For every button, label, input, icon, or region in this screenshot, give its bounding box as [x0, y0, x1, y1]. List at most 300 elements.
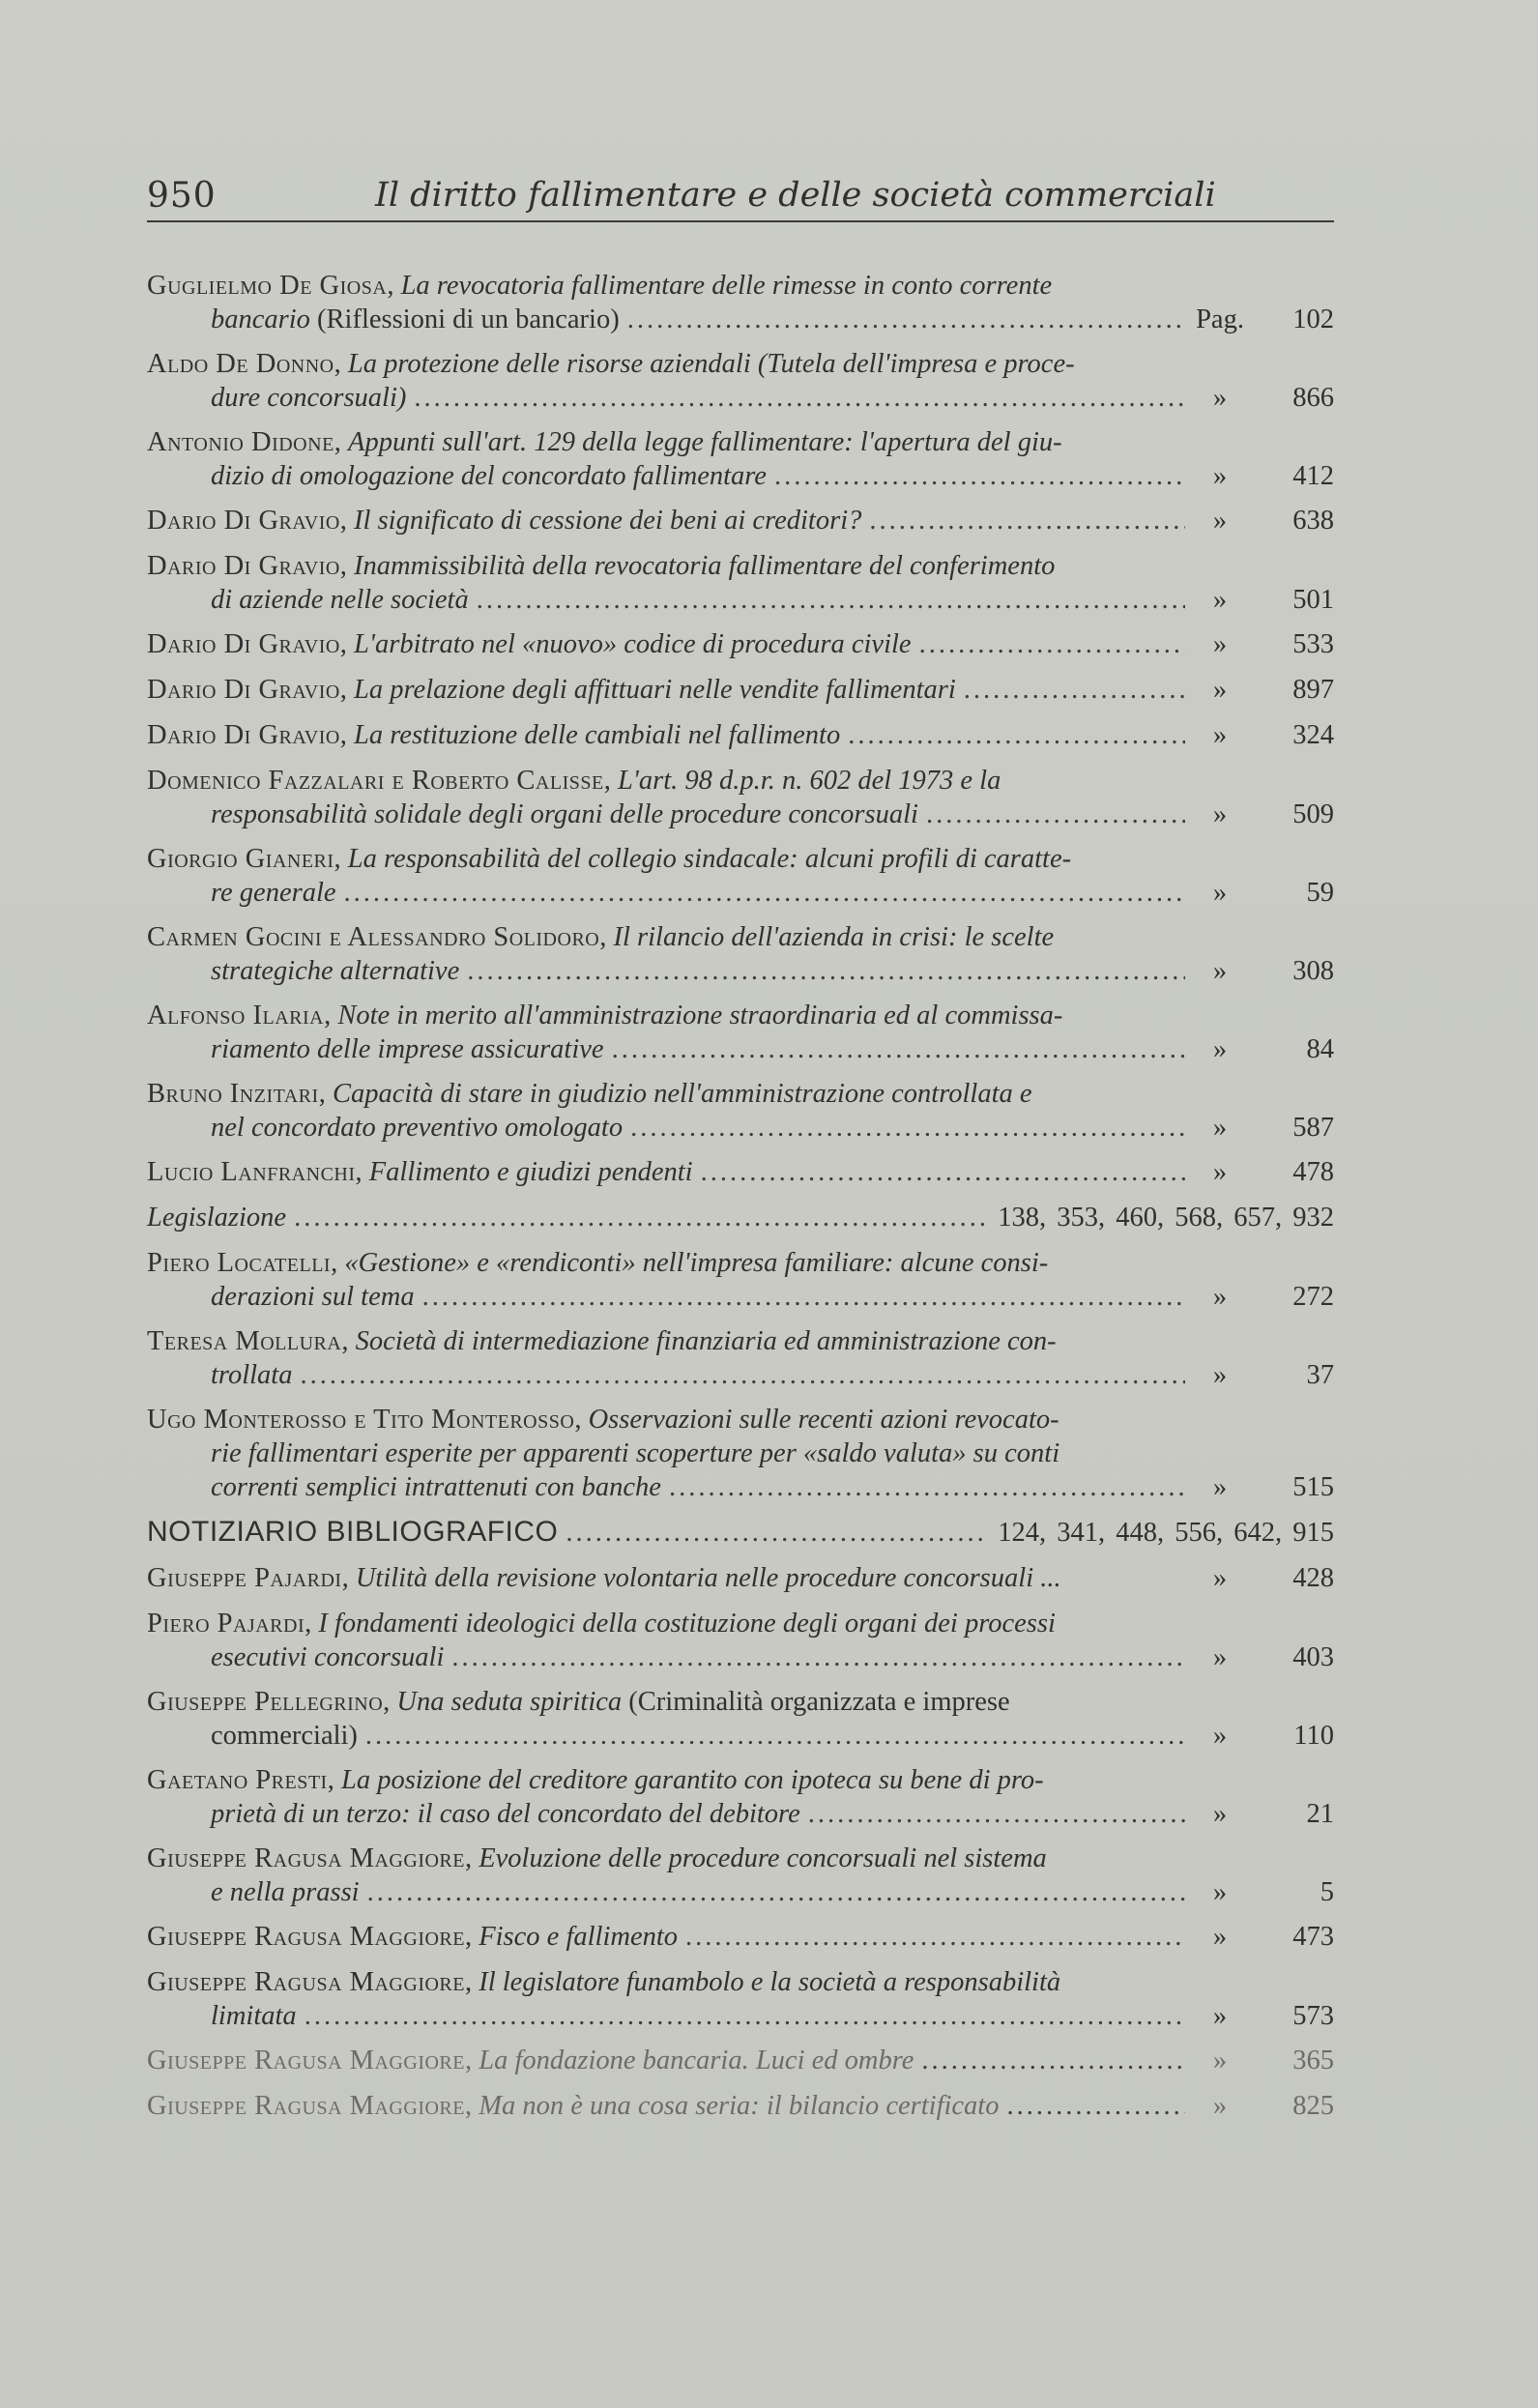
page-reference: 587 [1292, 1113, 1334, 1143]
separator: , [334, 349, 348, 379]
page-marker: » [1212, 878, 1228, 908]
author-name: Antonio Didone [147, 427, 334, 457]
toc-entry [147, 1077, 1334, 1145]
entry-line [147, 1719, 1191, 1753]
separator: , [339, 506, 355, 536]
entry-text [147, 920, 1191, 988]
author-name: Giuseppe Pellegrino [147, 1687, 384, 1717]
page-marker: » [1212, 506, 1228, 536]
author-name: Giuseppe Ragusa Maggiore [147, 1967, 465, 1997]
entry-line [147, 1797, 1191, 1831]
toc-entry [147, 1403, 1334, 1504]
page-reference: 37 [1306, 1360, 1334, 1390]
entry-line [147, 1111, 1191, 1145]
entry-line [147, 1436, 1191, 1470]
author-name: Bruno Inzitari [147, 1079, 319, 1109]
dot-leader [919, 627, 1185, 661]
toc-entry [147, 1685, 1334, 1753]
entry-line-text [147, 2044, 914, 2077]
entry-line [147, 381, 1191, 415]
page-reference: 102 [1292, 305, 1334, 334]
toc-line [147, 1515, 1334, 1550]
dot-leader [1006, 2089, 1185, 2123]
article-title: rie fallimentari esperite per apparenti scoperture per «saldo valuta» su conti [211, 1438, 1060, 1468]
entry-line-text [211, 1999, 297, 2033]
entry-text [147, 1685, 1191, 1753]
table-of-contents [147, 269, 1334, 2134]
article-title: Società di intermediazione finanziaria ed amministrazione con- [355, 1326, 1057, 1356]
entry-line-text [147, 718, 840, 752]
page-reference: 473 [1292, 1922, 1334, 1952]
dot-leader [300, 1358, 1185, 1392]
entry-text [147, 627, 1191, 661]
entry-text [147, 425, 1191, 493]
article-title: La restituzione delle cambiali nel fallimento [354, 720, 841, 750]
entry-line [147, 1032, 1191, 1066]
entry-line-text [211, 1719, 358, 1753]
page-reference: 478 [1292, 1157, 1334, 1187]
dot-leader [848, 718, 1185, 752]
article-title: limitata [211, 2001, 297, 2031]
dot-leader [921, 2044, 1185, 2077]
article-title: La fondazione bancaria. Luci ed ombre [479, 2045, 914, 2075]
separator: , [464, 1843, 479, 1873]
separator: , [339, 629, 355, 659]
entry-line [147, 1999, 1191, 2033]
author-name: Dario Di Gravio [147, 506, 340, 536]
separator: , [305, 1609, 319, 1639]
entry-line-text [211, 954, 459, 988]
article-title: dure concorsuali) [211, 383, 407, 413]
entry-line [147, 1842, 1191, 1875]
toc-entry [147, 1561, 1334, 1595]
page-marker: » [1212, 1877, 1228, 1907]
separator: , [339, 551, 355, 581]
page-marker: » [1212, 1922, 1228, 1952]
entry-line-text [147, 504, 861, 537]
page-marker: » [1212, 1113, 1228, 1143]
entry-line [147, 1324, 1191, 1358]
entry-line [147, 1246, 1191, 1280]
article-title: Note in merito all'amministrazione straordinaria ed al commissa- [337, 1001, 1063, 1030]
entry-line [147, 459, 1191, 493]
author-name: Teresa Mollura [147, 1326, 342, 1356]
article-title: re generale [211, 878, 336, 908]
entry-text [147, 549, 1191, 617]
page-marker: » [1212, 1642, 1228, 1672]
article-title: Appunti sull'art. 129 della legge fallimentare: l'apertura del giu- [348, 427, 1062, 457]
toc-entry-wide [147, 1201, 1334, 1234]
page-reference: 533 [1292, 629, 1334, 659]
separator: , [331, 1248, 345, 1278]
entry-line [147, 673, 1191, 707]
page-reference: 365 [1292, 2045, 1334, 2075]
title-note: (Criminalità organizzata e imprese [622, 1687, 1010, 1717]
author-name: Ugo Monterosso e Tito Monterosso [147, 1405, 575, 1435]
article-title: La revocatoria fallimentare delle rimesse in conto corrente [400, 271, 1053, 301]
separator: , [464, 1967, 479, 1997]
page-reference: 412 [1292, 461, 1334, 491]
entry-line [147, 718, 1191, 752]
entry-text [147, 718, 1191, 752]
entry-line [147, 1875, 1191, 1909]
separator: , [339, 720, 355, 750]
entry-text [147, 1077, 1191, 1145]
entry-text [147, 1246, 1191, 1314]
author-name: Alfonso Ilaria [147, 1001, 325, 1030]
article-title: I fondamenti ideologici della costituzione degli organi dei processi [318, 1609, 1056, 1639]
separator: , [339, 675, 355, 705]
entry-line-text [211, 1470, 661, 1504]
toc-entry [147, 1965, 1334, 2033]
article-title: Una seduta spiritica [396, 1687, 623, 1717]
separator: , [318, 1079, 333, 1109]
article-title: Il significato di cessione dei beni ai creditori? [354, 506, 862, 536]
entry-line [147, 627, 1191, 661]
article-title: Ma non è una cosa seria: il bilancio certificato [479, 2091, 1000, 2121]
author-name: Gaetano Presti [147, 1765, 328, 1795]
page-reference: 403 [1292, 1642, 1334, 1672]
page-marker: » [1212, 1360, 1228, 1390]
author-name: Giuseppe Ragusa Maggiore [147, 2091, 465, 2121]
page-reference: 638 [1292, 506, 1334, 536]
entry-line [147, 269, 1191, 303]
page-reference: 573 [1292, 2001, 1334, 2031]
page-reference: 308 [1292, 956, 1334, 986]
page-reference: 21 [1306, 1799, 1334, 1829]
entry-line [147, 1920, 1191, 1954]
dot-leader [774, 459, 1185, 493]
dot-leader [630, 1111, 1185, 1145]
article-title: Osservazioni sulle recenti azioni revocato- [588, 1405, 1059, 1435]
entry-text [147, 1324, 1191, 1392]
page-reference: 272 [1292, 1282, 1334, 1312]
entry-line-text [211, 1280, 415, 1314]
entry-line [147, 583, 1191, 617]
dot-leader [414, 381, 1185, 415]
page-marker: » [1212, 799, 1228, 829]
author-name: Giuseppe Ragusa Maggiore [147, 2045, 465, 2075]
article-title: strategiche alternative [211, 956, 460, 986]
article-title: L'arbitrato nel «nuovo» codice di procedura civile [354, 629, 912, 659]
entry-text [147, 999, 1191, 1066]
page-reference: 110 [1293, 1721, 1334, 1751]
dot-leader [451, 1640, 1185, 1674]
page-marker: » [1212, 2091, 1228, 2121]
toc-entry [147, 627, 1334, 661]
entry-line [147, 1280, 1191, 1314]
entry-line-text [147, 1920, 678, 1954]
page-marker: » [1212, 2001, 1228, 2031]
toc-entry [147, 504, 1334, 537]
toc-entry [147, 1607, 1334, 1674]
dot-leader [627, 303, 1185, 336]
entry-line [147, 504, 1191, 537]
page-number: 950 [147, 176, 217, 216]
entry-line-text [211, 798, 918, 831]
author-name: Dario Di Gravio [147, 675, 340, 705]
page-marker: » [1212, 675, 1228, 705]
page-reference: 866 [1292, 383, 1334, 413]
dot-leader [685, 1920, 1185, 1954]
page-marker: » [1212, 1472, 1228, 1502]
article-title: Fisco e fallimento [479, 1922, 679, 1952]
toc-entry [147, 549, 1334, 617]
entry-text [147, 1155, 1191, 1189]
entry-text [147, 1920, 1191, 1954]
article-title: dizio di omologazione del concordato fallimentare [211, 461, 767, 491]
page-marker: » [1212, 383, 1228, 413]
article-title: Inammissibilità della revocatoria fallimentare del conferimento [354, 551, 1056, 581]
entry-text [147, 504, 1191, 537]
entry-text [147, 1842, 1191, 1909]
entry-line [147, 1607, 1191, 1640]
entry-line-text [211, 1640, 444, 1674]
page-reference: 324 [1292, 720, 1334, 750]
article-title: «Gestione» e «rendiconti» nell'impresa familiare: alcune consi- [344, 1248, 1049, 1278]
entry-line [147, 347, 1191, 381]
article-title: e nella prassi [211, 1877, 360, 1907]
toc-entry [147, 764, 1334, 831]
entry-line [147, 764, 1191, 798]
entry-text [147, 1403, 1191, 1504]
dot-leader [467, 954, 1185, 988]
toc-entry [147, 269, 1334, 336]
entry-line [147, 549, 1191, 583]
toc-entry [147, 347, 1334, 415]
toc-entry [147, 1246, 1334, 1314]
entry-line-text [211, 876, 336, 910]
page-marker: » [1212, 1282, 1228, 1312]
page-marker: » [1212, 956, 1228, 986]
author-name: Carmen Gocini e Alessandro Solidoro [147, 922, 600, 952]
entry-line-text [147, 1561, 1061, 1595]
page-reference: 509 [1292, 799, 1334, 829]
entry-line [147, 954, 1191, 988]
page-marker: » [1212, 629, 1228, 659]
author-name: Dario Di Gravio [147, 720, 340, 750]
page-marker: » [1212, 1799, 1228, 1829]
running-title: Il diritto fallimentare e delle società commerciali [375, 176, 1216, 215]
entry-line [147, 1470, 1191, 1504]
author-name: Giorgio Gianeri [147, 844, 334, 874]
entry-text [147, 347, 1191, 415]
entry-line [147, 876, 1191, 910]
separator: , [383, 1687, 397, 1717]
page-reference: 501 [1292, 585, 1334, 615]
entry-line-text [211, 1797, 800, 1831]
entry-line-text [211, 1358, 292, 1392]
entry-text [147, 842, 1191, 910]
article-title: Utilità della revisione volontaria nelle procedure concorsuali ... [355, 1563, 1061, 1593]
toc-entry [147, 2089, 1334, 2123]
toc-entry [147, 2044, 1334, 2077]
page-reference: 84 [1306, 1034, 1334, 1064]
author-name: Dario Di Gravio [147, 551, 340, 581]
article-title: bancario [211, 305, 310, 334]
article-title: prietà di un terzo: il caso del concordato del debitore [211, 1799, 800, 1829]
entry-line-text [211, 1032, 604, 1066]
entry-line [147, 920, 1191, 954]
page-reference: 515 [1292, 1472, 1334, 1502]
toc-entry-wide [147, 1515, 1334, 1550]
entry-line [147, 2089, 1191, 2123]
author-name: Piero Locatelli [147, 1248, 332, 1278]
entry-line [147, 1403, 1191, 1436]
article-title: La protezione delle risorse aziendali (Tutela dell'impresa e proce- [347, 349, 1075, 379]
page-marker: » [1212, 1721, 1228, 1751]
author-name: Piero Pajardi [147, 1609, 305, 1639]
page-marker: » [1212, 1563, 1228, 1593]
article-title: esecutivi concorsuali [211, 1642, 445, 1672]
toc-entry [147, 1324, 1334, 1392]
page-reference: 59 [1306, 878, 1334, 908]
entry-text [147, 673, 1191, 707]
toc-entry [147, 999, 1334, 1066]
article-title: responsabilità solidale degli organi delle procedure concorsuali [211, 799, 918, 829]
title-note: (Riflessioni di un bancario) [309, 305, 620, 334]
entry-line [147, 1763, 1191, 1797]
article-title: derazioni sul tema [211, 1282, 415, 1312]
article-title: di aziende nelle società [211, 585, 469, 615]
author-name: Guglielmo De Giosa [147, 271, 388, 301]
entry-line [147, 425, 1191, 459]
separator: , [334, 844, 348, 874]
article-title: Evoluzione delle procedure concorsuali nel sistema [479, 1843, 1047, 1873]
article-title: La prelazione degli affittuari nelle vendite fallimentari [354, 675, 956, 705]
article-title: Il legislatore funambolo e la società a responsabilità [479, 1967, 1061, 1997]
dot-leader [566, 1516, 988, 1550]
toc-entry [147, 1920, 1334, 1954]
dot-leader [477, 583, 1185, 617]
entry-text [147, 1561, 1191, 1595]
page-marker: » [1212, 585, 1228, 615]
article-title: L'art. 98 d.p.r. n. 602 del 1973 e la [617, 766, 1001, 796]
article-title: Capacità di stare in giudizio nell'amministrazione controllata e [332, 1079, 1032, 1109]
entry-line [147, 303, 1191, 336]
article-title: correnti semplici intrattenuti con banche [211, 1472, 661, 1502]
page-references: 138, 353, 460, 568, 657, 932 [998, 1203, 1334, 1233]
article-title: La posizione del creditore garantito con ipoteca su bene di pro- [340, 1765, 1044, 1795]
entry-line-text [211, 381, 406, 415]
entry-line [147, 1561, 1191, 1595]
toc-entry [147, 1842, 1334, 1909]
article-title: Il rilancio dell'azienda in crisi: le scelte [613, 922, 1055, 952]
section-label: Legislazione [147, 1203, 287, 1233]
separator: , [324, 1001, 338, 1030]
page-references: 124, 341, 448, 556, 642, 915 [998, 1518, 1334, 1548]
entry-line [147, 798, 1191, 831]
page-reference: 428 [1292, 1563, 1334, 1593]
entry-line [147, 1358, 1191, 1392]
entry-line-text [147, 673, 956, 707]
page-marker: Pag. [1196, 305, 1244, 334]
toc-entry [147, 673, 1334, 707]
entry-line [147, 1685, 1191, 1719]
author-name: Aldo De Donno [147, 349, 334, 379]
author-name: Giuseppe Ragusa Maggiore [147, 1922, 465, 1952]
toc-line [147, 1201, 1334, 1234]
author-name: Giuseppe Ragusa Maggiore [147, 1843, 465, 1873]
title-note: commerciali) [211, 1721, 358, 1751]
page-marker: » [1212, 720, 1228, 750]
article-title: La responsabilità del collegio sindacale: alcuni profili di caratte- [347, 844, 1072, 874]
author-name: Dario Di Gravio [147, 629, 340, 659]
toc-entry [147, 425, 1334, 493]
entry-text [147, 1607, 1191, 1674]
author-name: Domenico Fazzalari e Roberto Calisse [147, 766, 604, 796]
dot-leader [612, 1032, 1185, 1066]
toc-entry [147, 1155, 1334, 1189]
entry-line-text [147, 2089, 999, 2123]
entry-line-text [147, 1155, 693, 1189]
page-marker: » [1212, 2045, 1228, 2075]
dot-leader [964, 673, 1185, 707]
dot-leader [294, 1201, 988, 1234]
toc-entry [147, 1763, 1334, 1831]
page-marker: » [1212, 461, 1228, 491]
entry-text [147, 764, 1191, 831]
dot-leader [926, 798, 1185, 831]
article-title: Fallimento e giudizi pendenti [368, 1157, 693, 1187]
dot-leader [869, 504, 1185, 537]
dot-leader [344, 876, 1185, 910]
dot-leader [808, 1797, 1185, 1831]
entry-line [147, 842, 1191, 876]
separator: , [464, 2091, 479, 2121]
separator: , [464, 1922, 479, 1952]
section-label: NOTIZIARIO BIBLIOGRAFICO [147, 1516, 559, 1548]
author-name: Lucio Lanfranchi [147, 1157, 356, 1187]
entry-line-text [211, 583, 469, 617]
page-marker: » [1212, 1034, 1228, 1064]
toc-entry [147, 842, 1334, 910]
dot-leader [305, 1999, 1185, 2033]
page-marker: » [1212, 1157, 1228, 1187]
article-title: nel concordato preventivo omologato [211, 1113, 624, 1143]
separator: , [355, 1157, 369, 1187]
article-title: trollata [211, 1360, 293, 1390]
separator: , [599, 922, 614, 952]
entry-text [147, 1763, 1191, 1831]
separator: , [341, 1326, 356, 1356]
separator: , [387, 271, 401, 301]
toc-entry [147, 718, 1334, 752]
entry-line [147, 1640, 1191, 1674]
separator: , [464, 2045, 479, 2075]
entry-line [147, 1155, 1191, 1189]
page-header [147, 162, 1334, 222]
page-reference: 825 [1292, 2091, 1334, 2121]
entry-line [147, 2044, 1191, 2077]
entry-text [147, 2044, 1191, 2077]
entry-line-text [211, 303, 620, 336]
entry-text [147, 2089, 1191, 2123]
author-name: Giuseppe Pajardi [147, 1563, 342, 1593]
entry-line [147, 999, 1191, 1032]
entry-line-text [147, 627, 912, 661]
separator: , [574, 1405, 589, 1435]
separator: , [603, 766, 618, 796]
dot-leader [669, 1470, 1185, 1504]
separator: , [341, 1563, 356, 1593]
separator: , [334, 427, 349, 457]
entry-text [147, 269, 1191, 336]
article-title: riamento delle imprese assicurative [211, 1034, 604, 1064]
entry-text [147, 1965, 1191, 2033]
entry-line-text [211, 459, 767, 493]
dot-leader [367, 1875, 1185, 1909]
